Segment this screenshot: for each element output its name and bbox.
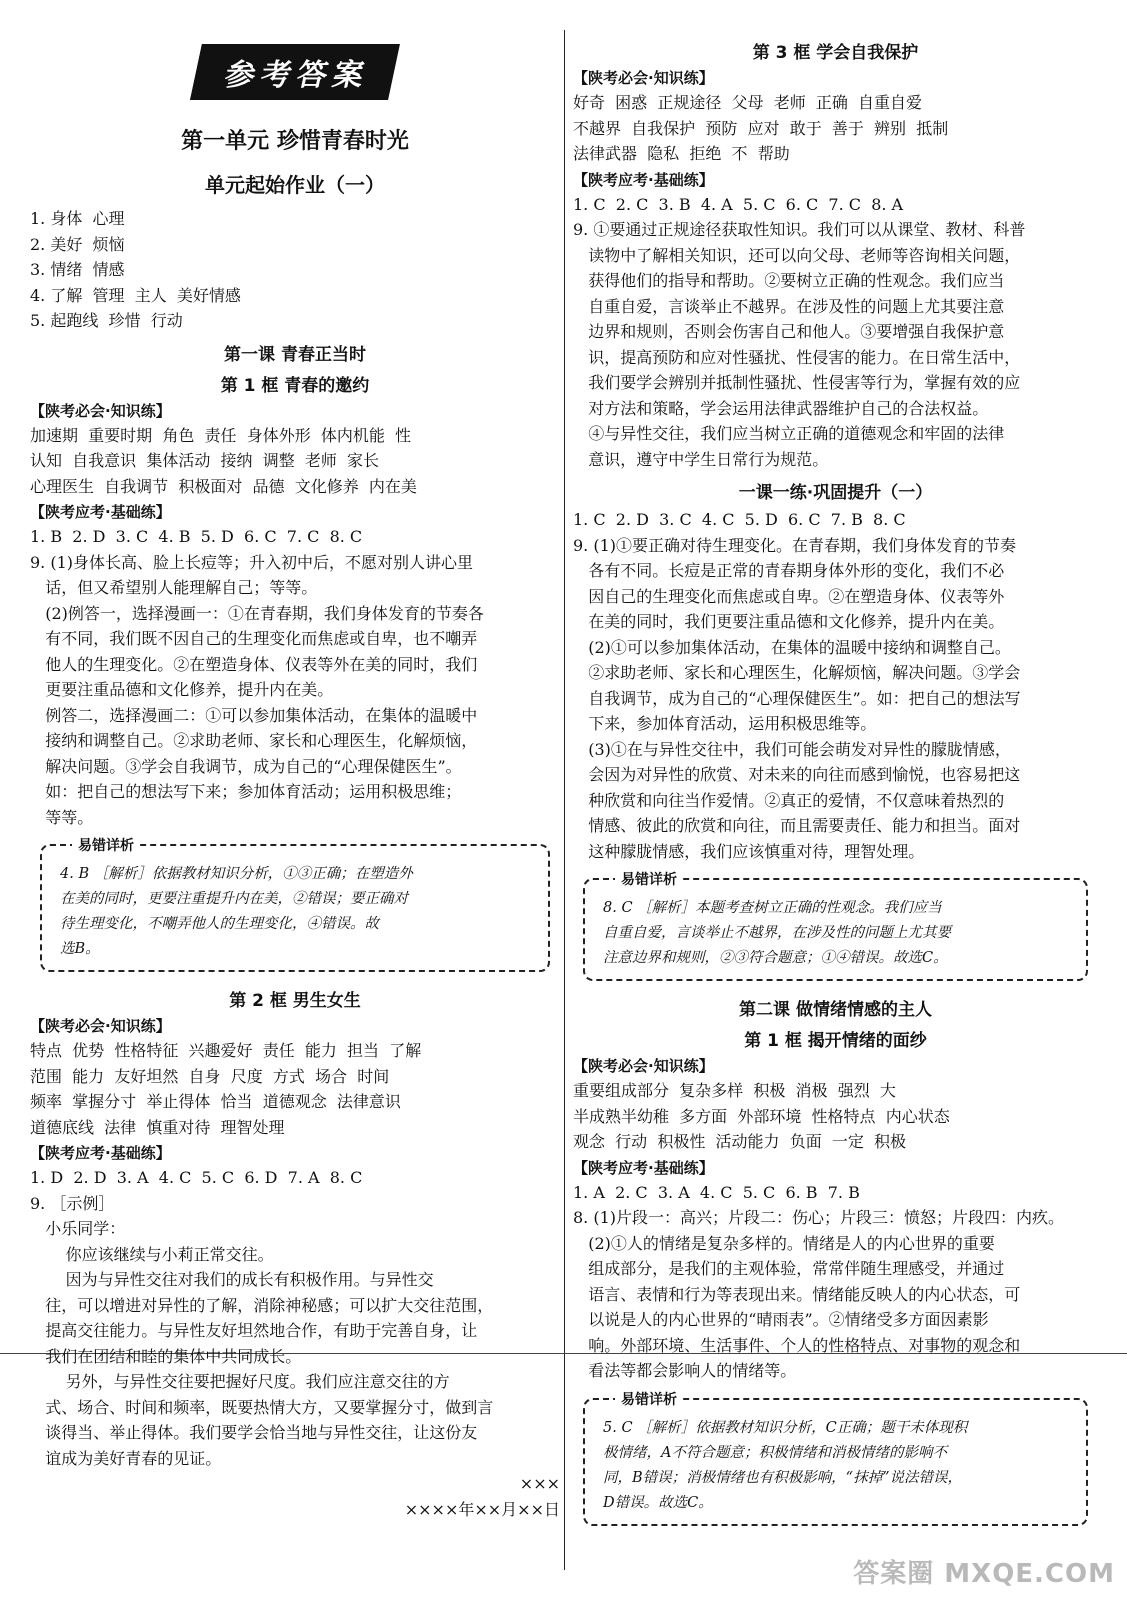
text-line: 4. B ［解析］依据教材知识分析，①③正确；在塑造外 [60,866,413,882]
frame21-title: 第 1 框 揭开情绪的面纱 [744,1031,927,1051]
text-line: 会因为对异性的欣赏、对未来的向往而感到愉悦，也容易把这 [573,765,1021,784]
text-line: 识，提高预防和应对性骚扰、性侵害的能力。在日常生活中， [573,347,1021,367]
frame1-mc: 1. B 2. D 3. C 4. B 5. D 6. C 7. C 8. C [30,527,363,546]
error-box [40,838,550,972]
start-answers [30,206,560,334]
text-line: 注意边界和规则，②③符合题意；①④错误。故选C。 [603,950,948,966]
column-divider [564,30,565,1570]
banner-title: 参考答案 [190,44,400,100]
frame2-title: 第 2 框 男生女生 [229,991,361,1011]
frame2-mc: 1. D 2. D 3. A 4. C 5. C 6. D 7. A 8. C [30,1168,363,1187]
text-line: 半成熟半幼稚 多方面 外部环境 性格特点 内心状态 [573,1106,950,1126]
left-column [30,30,560,1523]
text-line: (3)①在与异性交往中，我们可能会萌发对异性的朦胧情感， [573,739,1011,759]
text-line: 在美的同时，我们更要注重品德和文化修养，提升内在美。 [573,612,1005,631]
text-line: 小乐同学： [30,1219,126,1238]
text-line: 好奇 困惑 正规途径 父母 老师 正确 自重自爱 [573,93,923,112]
text-line: 心理医生 自我调节 积极面对 品德 文化修养 内在美 [30,476,417,496]
tag-know-2: 【陕考必会·知识练】 [30,1017,171,1035]
text-line: 边界和规则，否则会伤害自己和他人。③要增强自我保护意 [573,322,1005,341]
review-mc: 1. C 2. D 3. C 4. C 5. D 6. C 7. B 8. C [573,510,906,529]
error-box-title: 易错详析 [615,1389,683,1409]
text-line: 种欣赏和向往当作爱情。②真正的爱情，不仅意味着热烈的 [573,790,1005,810]
frame21-q8 [573,1205,1098,1384]
text-line: 他人的生理变化。②在塑造身体、仪表等外在美的同时，我们 [30,654,478,674]
text-line: 5. C ［解析］依据教材知识分析，C正确；题干未体现积 [603,1419,968,1436]
frame2-know [30,1038,560,1140]
text-line: D错误。故选C。 [603,1494,713,1511]
text-line: 读物中了解相关知识，还可以向父母、老师等咨询相关问题， [573,245,1021,265]
frame21-mc: 1. A 2. C 3. A 4. C 5. C 6. B 7. B [573,1182,860,1202]
text-line: (2)例答一，选择漫画一：①在青春期，我们身体发育的节奏各 [30,603,484,623]
tag-basic-4: 【陕考应考·基础练】 [573,1158,714,1177]
text-line: 自重自爱，言谈举止不越界。在涉及性的问题上尤其要注意 [573,296,1005,316]
error-box-text [60,862,534,962]
lesson2-title: 第二课 做情绪情感的主人 [739,1000,932,1020]
text-line: ④与异性交往，我们应当树立正确的道德观念和牢固的法律 [573,424,1005,443]
unit-title: 第一单元 珍惜青春时光 [181,129,409,154]
frame3-mc: 1. C 2. C 3. B 4. A 5. C 6. C 7. C 8. A [573,194,904,214]
right-column [573,32,1098,1540]
text-line: 9. ［示例］ [30,1193,115,1213]
text-line: 认知 自我意识 集体活动 接纳 调整 老师 家长 [30,451,380,470]
text-line: (2)①人的情绪是复杂多样的。情绪是人的内心世界的重要 [573,1233,995,1253]
answer-banner [30,44,560,100]
text-line: 极情绪，A不符合题意；积极情绪和消极情绪的影响不 [603,1444,947,1461]
text-line: 2. 美好 烦恼 [30,234,125,254]
text-line: 下来，参加体育活动，运用积极思维等。 [573,714,877,733]
frame21-know [573,1078,1098,1155]
text-line: ②求助老师、家长和心理医生，化解烦恼，解决问题。③学会 [573,663,1021,682]
review-title: 一课一练·巩固提升（一） [738,483,933,503]
text-line: 范围 能力 友好坦然 自身 尺度 方式 场合 时间 [30,1066,390,1086]
text-line: 我们要学会辨别并抵制性骚扰、性侵害等行为，掌握有效的应 [573,373,1021,392]
text-line: 更要注重品德和文化修养，提升内在美。 [30,680,334,699]
text-line: 语言、表情和行为等表现出来。情绪能反映人的内心状态，可 [573,1284,1021,1304]
text-line: 谊成为美好青春的见证。 [30,1448,222,1468]
text-line: 特点 优势 性格特征 兴趣爱好 责任 能力 担当 了解 [30,1041,422,1060]
text-line: 在美的同时，更要注重提升内在美，②错误；要正确对 [60,891,408,907]
text-line: 自我调节，成为自己的“心理保健医生”。如：把自己的想法写 [573,688,1021,708]
text-line: 各有不同。长痘是正常的青春期身体外形的变化，我们不必 [573,561,1005,580]
text-line: 道德底线 法律 慎重对待 理智处理 [30,1117,285,1137]
text-line: 另外，与异性交往要把握好尺度。我们应注意交往的方 [30,1372,450,1391]
text-line: 以说是人的内心世界的“晴雨表”。②情绪受多方面因素影 [573,1310,989,1329]
text-line: 谈得当、举止得体。我们要学会恰当地与异性交往，让这份友 [30,1423,478,1442]
frame1-q9 [30,550,560,831]
frame3-know [573,90,1098,167]
text-line: 8. (1)片段一：高兴；片段二：伤心；片段三：愤怒；片段四：内疚。 [573,1208,1065,1227]
tag-basic-2: 【陕考应考·基础练】 [30,1144,171,1162]
text-line: 看法等都会影响人的情绪等。 [573,1361,797,1380]
error-box-text [603,1416,1072,1516]
text-line: 法律武器 隐私 拒绝 不 帮助 [573,144,790,163]
frame1-title: 第 1 框 青春的邀约 [220,375,370,396]
tag-know-3: 【陕考必会·知识练】 [573,69,714,87]
text-line: 自重自爱，言谈举止不越界，在涉及性的问题上尤其要 [603,925,951,941]
watermark-logo: 答案圈 MXQE.COM [853,1559,1115,1589]
frame2-q9 [30,1191,560,1472]
text-line: 例答二，选择漫画二：①可以参加集体活动，在集体的温暖中 [30,705,478,725]
frame3-q9 [573,217,1098,472]
error-box [583,1391,1088,1526]
text-line: 选B。 [60,941,100,957]
tag-know: 【陕考必会·知识练】 [30,401,171,420]
review-q9 [573,533,1098,865]
lesson1-title: 第一课 青春正当时 [224,344,366,365]
error-box-title: 易错详析 [615,869,683,889]
text-line: 往，可以增进对异性的了解，消除神秘感；可以扩大交往范围， [30,1295,494,1315]
text-line: 有不同，我们既不因自己的生理变化而焦虑或自卑，也不嘲弄 [30,629,478,648]
text-line: 同，B错误；消极情绪也有积极影响，“抹掉”说法错误， [603,1469,962,1486]
signature-date: ××××年××月××日 [404,1500,560,1519]
text-line: 这种朦胧情感，我们应该慎重对待，理智处理。 [573,841,925,861]
text-line: 9. ①要通过正规途径获取性知识。我们可以从课堂、教材、科普 [573,220,1026,239]
text-line: 因为与异性交往对我们的成长有积极作用。与异性交 [30,1270,434,1289]
tag-know-4: 【陕考必会·知识练】 [573,1057,714,1075]
text-line: (2)①可以参加集体活动，在集体的温暖中接纳和调整自己。 [573,637,1011,657]
text-line: 我们在团结和睦的集体中共同成长。 [30,1346,302,1366]
text-line: 5. 起跑线 珍惜 行动 [30,311,183,330]
tag-basic: 【陕考应考·基础练】 [30,503,171,521]
text-line: 1. 身体 心理 [30,209,125,228]
text-line: 接纳和调整自己。②求助老师、家长和心理医生，化解烦恼， [30,731,478,750]
text-line: 情感、彼此的欣赏和向往，而且需要责任、能力和担当。面对 [573,816,1021,835]
text-line: 响。外部环境、生活事件、个人的性格特点、对事物的观念和 [573,1335,1021,1355]
text-line: 待生理变化，不嘲弄他人的生理变化，④错误。故 [60,916,379,932]
start-title: 单元起始作业（一） [205,173,385,197]
text-line: 观念 行动 积极性 活动能力 负面 一定 积极 [573,1132,907,1151]
text-line: 加速期 重要时期 角色 责任 身体外形 体内机能 性 [30,425,412,445]
text-line: 解决问题。③学会自我调节，成为自己的“心理保健医生”。 [30,756,462,776]
text-line: 意识，遵守中学生日常行为规范。 [573,449,829,469]
error-box [583,872,1088,981]
text-line: 3. 情绪 情感 [30,260,125,279]
text-line: 话，但又希望别人能理解自己；等等。 [30,578,318,597]
text-line: 4. 了解 管理 主人 美好情感 [30,285,241,305]
text-line: 你应该继续与小莉正常交往。 [30,1244,274,1264]
error-box-text [603,896,1072,971]
text-line: 等等。 [30,807,94,827]
text-line: 因自己的生理变化而焦虑或自卑。②在塑造身体、仪表等外 [573,586,1005,606]
text-line: 9. (1)身体长高、脸上长痘等；升入初中后，不愿对别人讲心里 [30,552,474,572]
text-line: 不越界 自我保护 预防 应对 敢于 善于 辨别 抵制 [573,118,949,138]
tag-basic-3: 【陕考应考·基础练】 [573,170,714,189]
text-line: 如：把自己的想法写下来；参加体育活动；运用积极思维； [30,782,462,801]
text-line: 9. (1)①要正确对待生理变化。在青春期，我们身体发育的节奏 [573,535,1017,555]
signature-name: ××× [519,1474,560,1493]
frame3-title: 第 3 框 学会自我保护 [752,43,919,63]
text-line: 频率 掌握分寸 举止得体 恰当 道德观念 法律意识 [30,1092,401,1111]
text-line: 式、场合、时间和频率，既要热情大方，又要掌握分寸，做到言 [30,1397,494,1417]
text-line: 提高交往能力。与异性友好坦然地合作，有助于完善自身，让 [30,1321,478,1340]
text-line: 对方法和策略，学会运用法律武器维护自己的合法权益。 [573,398,989,418]
text-line: 重要组成部分 复杂多样 积极 消极 强烈 大 [573,1081,896,1100]
text-line: 获得他们的指导和帮助。②要树立正确的性观念。我们应当 [573,271,1005,290]
text-line: 8. C ［解析］本题考查树立正确的性观念。我们应当 [603,900,942,916]
error-box-title: 易错详析 [72,835,140,855]
frame1-know [30,423,560,500]
text-line: 组成部分，是我们的主观体验，常常伴随生理感受，并通过 [573,1259,1005,1278]
